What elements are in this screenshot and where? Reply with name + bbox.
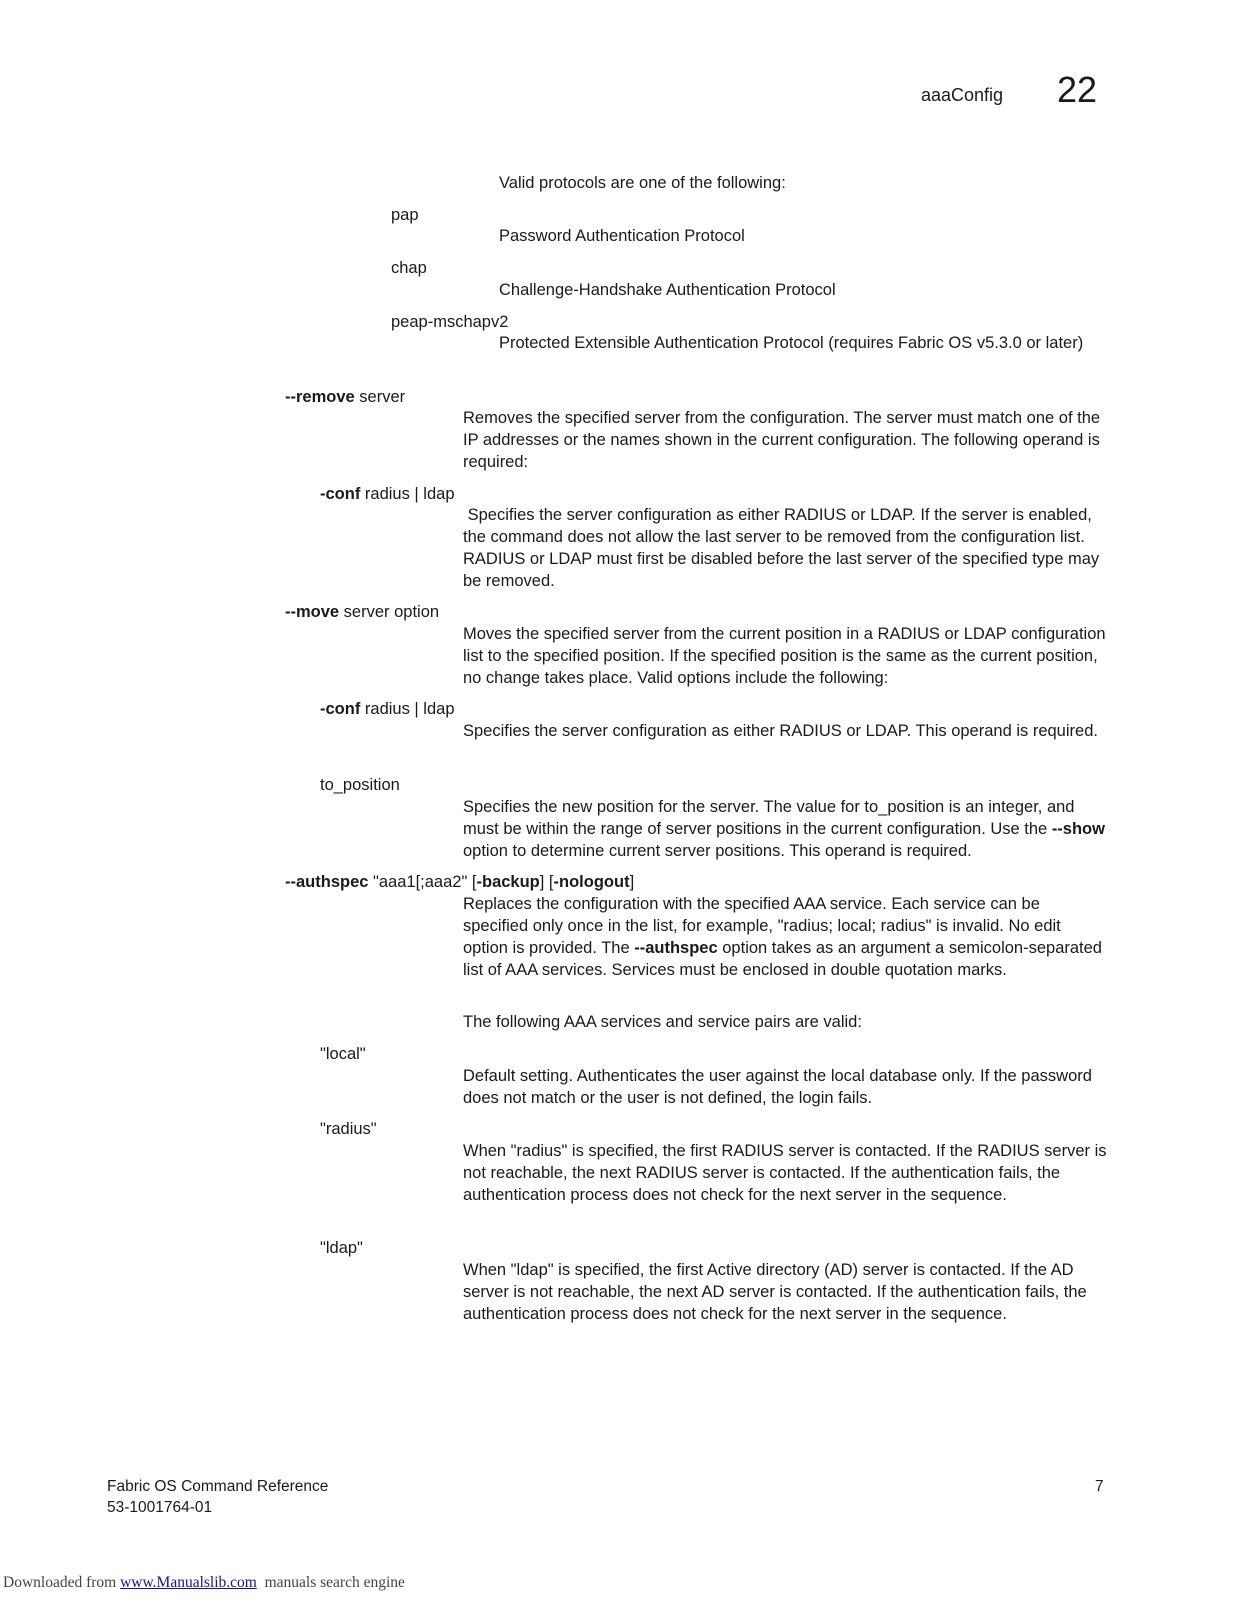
move-conf-arg: radius | ldap — [360, 700, 455, 718]
nologout-flag: -nologout — [553, 873, 630, 891]
move-arg: server option — [339, 603, 440, 621]
protocol-desc-pap: Password Authentication Protocol — [499, 227, 745, 245]
protocol-term-pap: pap — [391, 206, 419, 224]
move-conf-flag: -conf — [320, 700, 361, 718]
footer-doc-number: 53-1001764-01 — [107, 1499, 213, 1516]
move-flag: --move — [285, 603, 340, 621]
service-desc-local: Default setting. Authenticates the user against the local database only. If the password does not match or the user is not defined, the login fails. — [463, 1067, 1092, 1107]
remove-description: Removes the specified server from the configuration. The server must match one of the IP addresses or the names shown in the current configuration. The following operand is required: — [463, 409, 1101, 471]
remove-option-term — [285, 386, 405, 408]
protocol-desc-peap: Protected Extensible Authentication Protocol (requires Fabric OS v5.3.0 or later) — [499, 334, 1084, 352]
chapter-number: 22 — [1057, 69, 1098, 110]
footer-book-title: Fabric OS Command Reference — [107, 1478, 329, 1495]
authspec-flag: --authspec — [285, 873, 369, 891]
protocols-intro: Valid protocols are one of the following: — [499, 174, 786, 192]
backup-flag: -backup — [476, 873, 540, 891]
protocol-term-chap: chap — [391, 259, 427, 277]
service-term-local: "local" — [320, 1045, 366, 1063]
service-desc-radius: When "radius" is specified, the first RADIUS server is contacted. If the RADIUS server is not reachable, the next RADIUS server is contacted. If the authentication fails, the authentication process does not check for the next server in the sequence. — [463, 1142, 1107, 1204]
download-watermark: Downloaded from www.Manualslib.com manuals search engine — [3, 1574, 405, 1591]
protocol-desc-chap: Challenge-Handshake Authentication Protocol — [499, 281, 836, 299]
footer-page-number: 7 — [1095, 1478, 1104, 1495]
remove-flag: --remove — [285, 388, 355, 406]
protocol-term-peap: peap-mschapv2 — [391, 313, 509, 331]
service-desc-ldap: When "ldap" is specified, the first Active directory (AD) server is contacted. If the AD server is not reachable, the next AD server is contacted. If the authentication fails, the authentication process does not check for the next server in the sequence. — [463, 1261, 1087, 1323]
manualslib-link[interactable]: www.Manualslib.com — [120, 1574, 257, 1591]
move-position-term: to_position — [320, 776, 400, 794]
remove-conf-flag: -conf — [320, 485, 361, 503]
remove-conf-description: Specifies the server configuration as either RADIUS or LDAP. If the server is enabled, the command does not allow the last server to be removed from the configuration list. RADIUS or LDAP must first be disabled before the last server of the specified type may be removed. — [463, 506, 1104, 590]
authspec-inline-flag: --authspec — [634, 939, 718, 957]
move-option-term — [285, 601, 439, 623]
show-flag: --show — [1051, 820, 1105, 838]
service-term-radius: "radius" — [320, 1120, 377, 1138]
remove-arg: server — [354, 388, 406, 406]
running-header-command: aaaConfig — [921, 85, 1004, 105]
move-conf-term — [320, 698, 455, 720]
authspec-pairs-intro: The following AAA services and service pairs are valid: — [463, 1013, 862, 1031]
remove-conf-arg: radius | ldap — [360, 485, 455, 503]
move-conf-description: Specifies the server configuration as either RADIUS or LDAP. This operand is required. — [463, 722, 1098, 740]
authspec-description: Replaces the configuration with the specified AAA service. Each service can be specified only once in the list, for example, "radius; local; radius" is invalid. No edit option is provided. The --authspec option takes as an argument a semicolon-separated list of AAA services. Services must be enclosed in double quotation marks. — [463, 895, 1102, 979]
move-description: Moves the specified server from the current position in a RADIUS or LDAP configuration list to the specified position. If the specified position is the same as the current position, no change takes place. Valid options include the following: — [463, 625, 1106, 687]
move-position-description: Specifies the new position for the server. The value for to_position is an integer, and must be within the range of server positions in the current configuration. Use the --show option to determine current server positions. This operand is required. — [463, 798, 1105, 860]
service-term-ldap: "ldap" — [320, 1239, 363, 1257]
authspec-option-term: --authspec "aaa1[;aaa2" [-backup] [-nologout] — [285, 873, 635, 891]
remove-conf-term — [320, 483, 455, 505]
